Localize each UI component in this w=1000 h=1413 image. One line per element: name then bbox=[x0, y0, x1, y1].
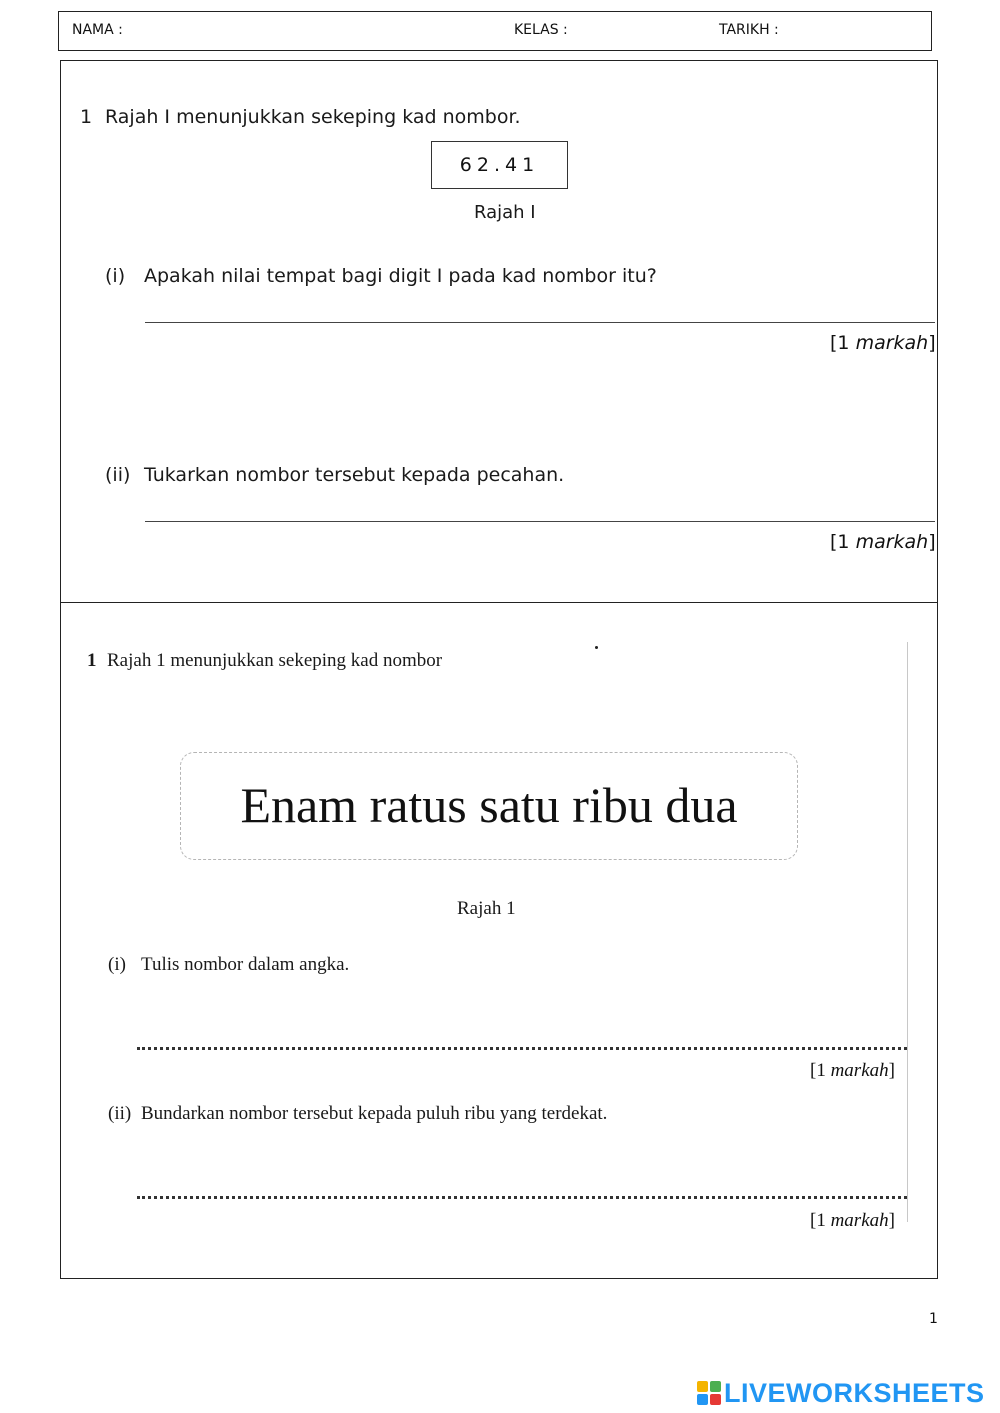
q2-part-i-marks: [1 markah] bbox=[810, 1060, 895, 1081]
page-number: 1 bbox=[929, 1311, 938, 1327]
brand-text: LIVEWORKSHEETS bbox=[724, 1377, 985, 1408]
q2-part-i-question: Tulis nombor dalam angka. bbox=[141, 954, 350, 975]
question-2-frame bbox=[60, 602, 938, 1279]
question-2-number: 1 bbox=[87, 650, 97, 671]
scan-edge-line bbox=[907, 642, 908, 1222]
q2-part-ii-marks: [1 markah] bbox=[810, 1210, 895, 1231]
figure-caption: Rajah I bbox=[474, 202, 536, 223]
liveworksheets-brand[interactable] bbox=[697, 1378, 985, 1408]
part-i-label: (i) bbox=[105, 265, 126, 287]
scan-speck bbox=[595, 646, 598, 649]
word-number-card: Enam ratus satu ribu dua bbox=[180, 752, 798, 860]
q2-part-ii-label: (ii) bbox=[108, 1103, 132, 1124]
logo-square bbox=[710, 1394, 721, 1405]
student-info-header bbox=[58, 11, 932, 51]
q2-part-i-label: (i) bbox=[108, 954, 126, 975]
date-label: TARIKH : bbox=[719, 22, 779, 38]
question-1-number: 1 bbox=[80, 106, 93, 128]
part-i-answer-line[interactable] bbox=[145, 322, 935, 323]
q2-part-i-answer-line[interactable] bbox=[137, 1047, 907, 1050]
question-1-prompt: Rajah I menunjukkan sekeping kad nombor. bbox=[105, 106, 521, 128]
part-ii-label: (ii) bbox=[105, 464, 131, 486]
part-ii-question: Tukarkan nombor tersebut kepada pecahan. bbox=[144, 464, 565, 486]
figure-caption-2: Rajah 1 bbox=[457, 898, 516, 919]
name-label: NAMA : bbox=[72, 22, 123, 38]
part-i-question: Apakah nilai tempat bagi digit I pada kad nombor itu? bbox=[144, 265, 657, 287]
q2-part-ii-answer-line[interactable] bbox=[137, 1196, 907, 1199]
logo-square bbox=[710, 1381, 721, 1392]
q2-part-ii-question: Bundarkan nombor tersebut kepada puluh ribu yang terdekat. bbox=[141, 1103, 608, 1124]
part-i-marks: [1 markah] bbox=[830, 332, 936, 354]
logo-square bbox=[697, 1381, 708, 1392]
part-ii-answer-line[interactable] bbox=[145, 521, 935, 522]
logo-square bbox=[697, 1394, 708, 1405]
number-card: 62.41 bbox=[431, 141, 568, 189]
part-ii-marks: [1 markah] bbox=[830, 531, 936, 553]
liveworksheets-logo-icon bbox=[697, 1381, 721, 1405]
class-label: KELAS : bbox=[514, 22, 568, 38]
question-2-prompt: Rajah 1 menunjukkan sekeping kad nombor bbox=[107, 650, 443, 671]
